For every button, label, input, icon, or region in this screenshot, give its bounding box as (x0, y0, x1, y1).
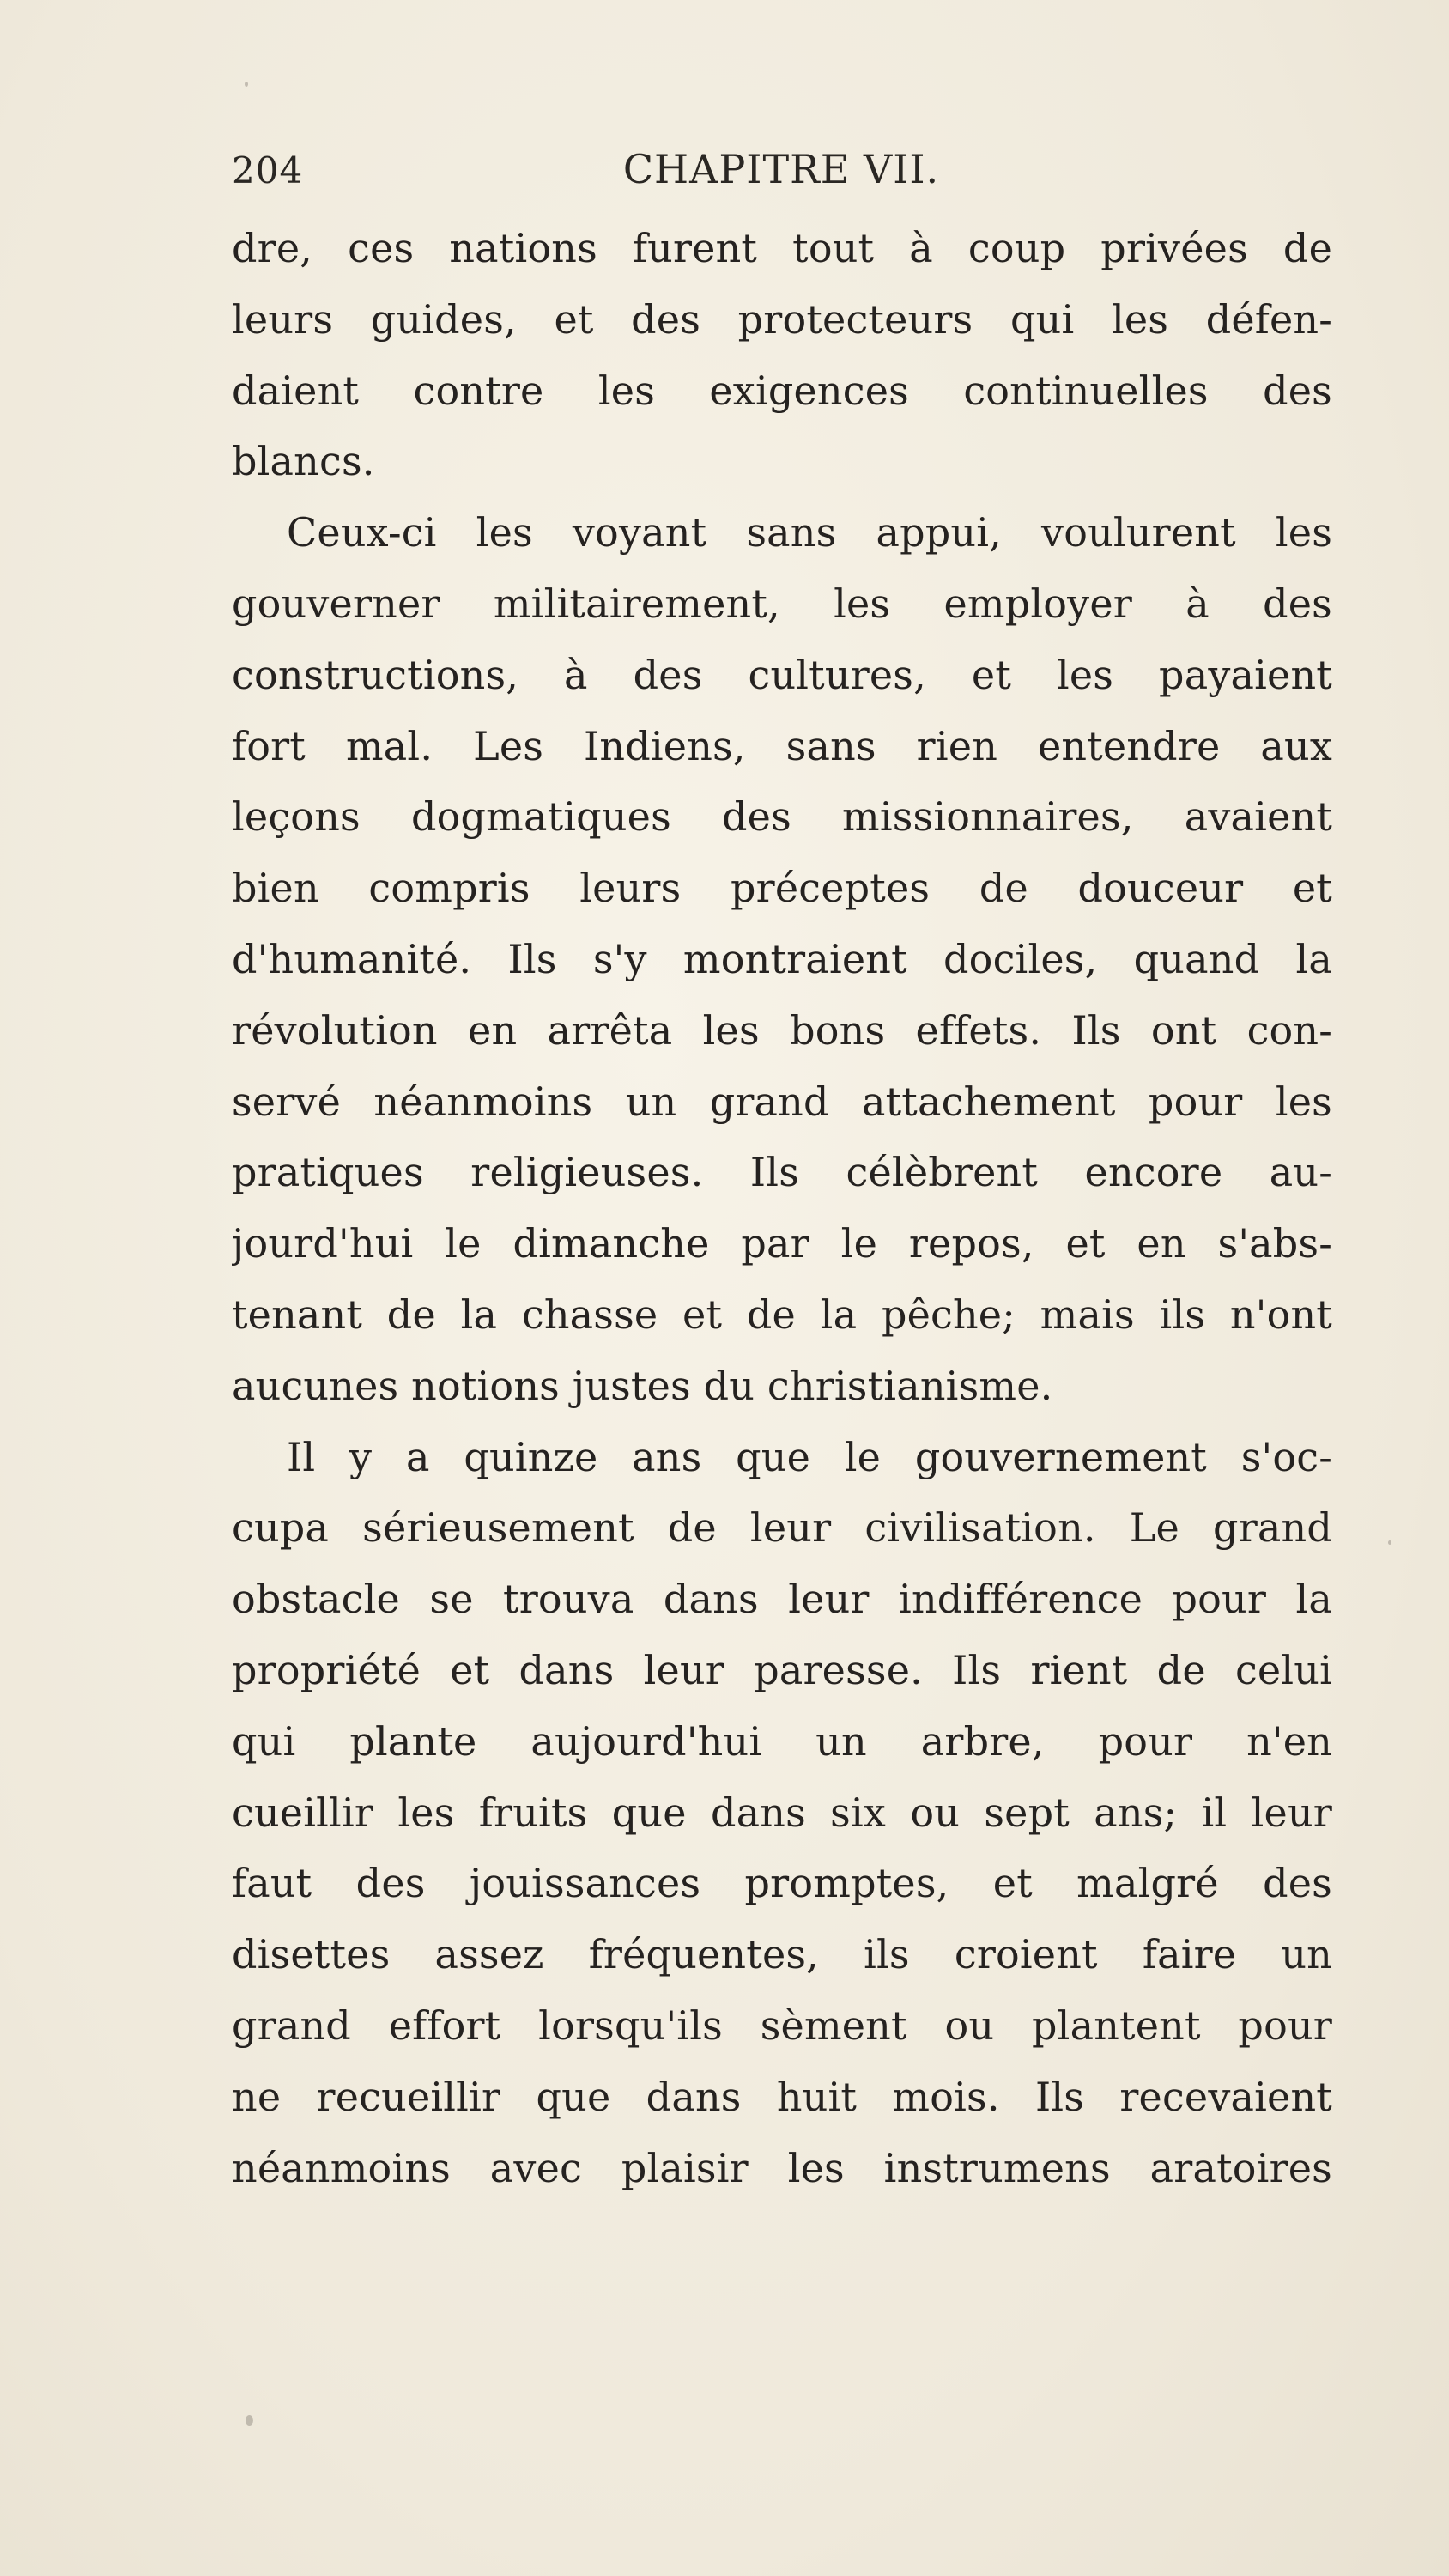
text-line: obstacle se trouva dans leur indifférence pour la (232, 1576, 1332, 1623)
text-line: néanmoins avec plaisir les instrumens aratoires (232, 2144, 1332, 2191)
text-line: dre, ces nations furent tout à coup privées de (232, 225, 1332, 271)
text-line: disettes assez fréquentes, ils croient faire un (232, 1931, 1332, 1978)
running-head: CHAPITRE VII. (622, 146, 940, 192)
text-line: faut des jouissances promptes, et malgré des (232, 1860, 1332, 1907)
text-line: blancs. (232, 438, 375, 485)
text-line: révolution en arrêta les bons effets. Ils ont con- (232, 1006, 1332, 1054)
body-text (232, 213, 1332, 2203)
text-line: gouverner militairement, les employer à des (232, 580, 1332, 627)
page-number: 204 (232, 149, 304, 191)
text-line: pratiques religieuses. Ils célèbrent encore au- (232, 1149, 1332, 1196)
text-line: leurs guides, et des protecteurs qui les défen- (232, 295, 1332, 343)
text-line: Il y a quinze ans que le gouvernement s'oc- (287, 1433, 1332, 1480)
paragraph (232, 213, 1332, 497)
paragraph (232, 1422, 1332, 2204)
text-line: aucunes notions justes du christianisme. (232, 1362, 1053, 1409)
text-line: fort mal. Les Indiens, sans rien entendre aux (232, 722, 1332, 769)
text-line: ne recueillir que dans huit mois. Ils recevaient (232, 2073, 1332, 2120)
text-line: constructions, à des cultures, et les payaient (232, 651, 1332, 698)
paper-speck (245, 82, 248, 87)
text-line: cupa sérieusement de leur civilisation. Le grand (232, 1504, 1332, 1552)
text-line: d'humanité. Ils s'y montraient dociles, quand la (232, 935, 1332, 982)
text-line: qui plante aujourd'hui un arbre, pour n'en (232, 1717, 1332, 1765)
text-line: Ceux-ci les voyant sans appui, voulurent les (287, 509, 1332, 556)
paper-speck (246, 2415, 253, 2426)
text-line: leçons dogmatiques des missionnaires, avaient (232, 793, 1332, 841)
text-line: daient contre les exigences continuelles des (232, 367, 1332, 414)
paragraph (232, 497, 1332, 1421)
text-line: servé néanmoins un grand attachement pour les (232, 1078, 1332, 1125)
text-line: tenant de la chasse et de la pêche; mais ils n'ont (232, 1291, 1332, 1338)
page-header (232, 137, 1331, 197)
text-line: propriété et dans leur paresse. Ils rient de celui (232, 1646, 1332, 1693)
text-line: bien compris leurs préceptes de douceur et (232, 865, 1332, 912)
text-line: jourd'hui le dimanche par le repos, et en s'abs- (232, 1220, 1332, 1267)
text-line: cueillir les fruits que dans six ou sept ans; il leur (232, 1789, 1332, 1836)
text-line: grand effort lorsqu'ils sèment ou plantent pour (232, 2002, 1332, 2049)
paper-speck (1388, 1540, 1391, 1545)
